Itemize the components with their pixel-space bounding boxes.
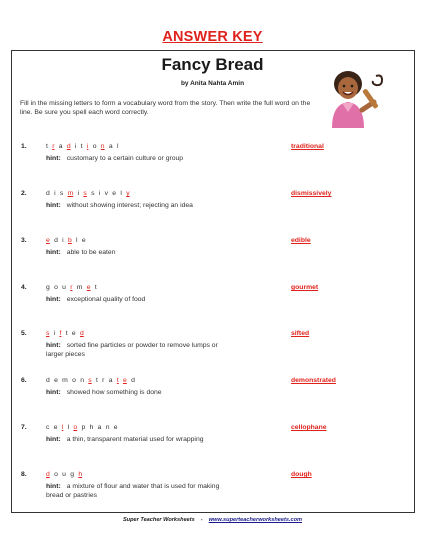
word-letter: i	[74, 143, 77, 150]
list-item: 7. c e l l o p h a n e hint: a thin, transparent material used for wrapping cellophane	[21, 424, 327, 443]
word-letter: g	[70, 471, 75, 478]
footer-link[interactable]: www.superteacherworksheets.com	[208, 517, 303, 523]
word-letter: i	[98, 190, 101, 197]
footer: Super Teacher Worksheets - www.superteacherworksheets.com	[122, 517, 303, 523]
answer-word: edible	[291, 237, 311, 244]
word-letter: e	[86, 284, 91, 291]
list-item: 3. e d i b l e hint: able to be eaten edible	[21, 237, 311, 256]
word-letter: i	[53, 330, 56, 337]
word-letter: i	[62, 237, 64, 244]
hint-text: customary to a certain culture or group	[66, 155, 184, 162]
word-letter: s	[83, 190, 87, 197]
word-letter: l	[76, 237, 78, 244]
author-line: by Anita Nahta Amin	[180, 80, 245, 87]
word-letter: h	[89, 424, 94, 431]
word-letter: o	[92, 143, 97, 150]
word-letter: f	[59, 330, 62, 337]
word-letter: a	[108, 377, 113, 384]
word-letter: m	[76, 284, 83, 291]
word-letter: y	[126, 190, 130, 197]
word-letter: d	[131, 377, 135, 384]
word-letter: b	[67, 237, 72, 244]
word-letter: d	[54, 237, 58, 244]
word-letter: a	[108, 143, 113, 150]
word-letter: p	[81, 424, 86, 431]
word-letter: m	[67, 190, 74, 197]
hint-text: a mixture of flour and water that is used for making bread or pastries	[46, 483, 220, 500]
list-item: 5. s i f t e d hint: sorted fine particles or powder to remove lumps or larger pieces sifted	[21, 330, 310, 359]
list-item: 4. g o u r m e t hint: exceptional quality of food gourmet	[21, 284, 319, 303]
word-letter: n	[80, 377, 84, 384]
word-letter: e	[112, 190, 117, 197]
word-letters	[46, 143, 123, 150]
answer-word: dismissively	[291, 190, 332, 197]
word-letter: l	[120, 190, 122, 197]
word-letter: r	[52, 143, 55, 150]
word-letter: e	[71, 330, 76, 337]
answer-word: cellophane	[291, 424, 327, 431]
word-letter: s	[46, 330, 50, 337]
word-letter: e	[46, 237, 50, 244]
word-letter: s	[88, 377, 92, 384]
word-letter: e	[123, 377, 127, 384]
word-letter: g	[46, 284, 50, 291]
word-letter: l	[61, 424, 64, 431]
word-letter: a	[58, 143, 63, 150]
word-letter: a	[97, 424, 102, 431]
list-item: 6. d e m o n s t r a t e d hint: showed how something is done demonstrated	[21, 377, 336, 396]
answer-word: dough	[291, 471, 312, 478]
word-letter: n	[100, 143, 105, 150]
list-item: 1. t r a d i t i o n a l hint: customary to a certain culture or group traditional	[21, 143, 324, 162]
hint-text: sorted fine particles or powder to remove lumps or larger pieces	[46, 342, 218, 359]
word-letter: v	[104, 190, 108, 197]
word-letter: t	[116, 377, 119, 384]
word-letter: r	[70, 284, 73, 291]
hint-text: without showing interest; rejecting an idea	[66, 202, 193, 209]
word-letter: u	[62, 284, 66, 291]
word-letter: i	[54, 190, 56, 197]
girl-with-rolling-pin-icon	[318, 62, 390, 134]
hint-text: able to be eaten	[66, 249, 116, 256]
word-letter: o	[54, 471, 58, 478]
word-letter: r	[102, 377, 105, 384]
word-letter: c	[46, 424, 50, 431]
word-letter: e	[113, 424, 118, 431]
word-letter: t	[95, 377, 98, 384]
word-letter: s	[91, 190, 95, 197]
word-letter: o	[73, 424, 78, 431]
word-letter: d	[46, 471, 50, 478]
list-item: 2. d i s m i s s i v e l y hint: without showing interest; rejecting an idea dismissively	[21, 190, 332, 209]
word-letters	[46, 190, 134, 197]
word-letter: l	[67, 424, 70, 431]
word-letter: o	[72, 377, 76, 384]
word-letter: s	[59, 190, 64, 197]
word-letter: o	[54, 284, 58, 291]
word-letters	[46, 377, 139, 384]
answer-key-heading: ANSWER KEY	[162, 29, 263, 45]
page-title: Fancy Bread	[161, 55, 264, 74]
word-letters	[46, 237, 90, 244]
word-letter: t	[80, 143, 83, 150]
hint-text: showed how something is done	[66, 389, 162, 396]
word-letters	[46, 284, 101, 291]
word-letter: t	[65, 330, 68, 337]
answer-word: traditional	[291, 143, 324, 150]
list-item: 8. d o u g h hint: a mixture of flour and water that is used for making bread or pastries dough	[21, 471, 312, 500]
hint-text: exceptional quality of food	[66, 296, 146, 303]
word-letter: e	[81, 237, 86, 244]
word-letter: h	[78, 471, 83, 478]
instructions: Fill in the missing letters to form a vocabulary word from the story. Then write the full word on the line. Be sure you spell each word correctly.	[20, 100, 311, 117]
answer-word: sifted	[291, 330, 310, 337]
word-letter: e	[54, 377, 58, 384]
footer-brand: Super Teacher Worksheets	[122, 517, 195, 523]
word-letter: d	[66, 143, 71, 150]
word-letter: t	[94, 284, 97, 291]
word-letter: e	[53, 424, 58, 431]
hint-text: a thin, transparent material used for wrapping	[66, 436, 204, 443]
word-letter: i	[77, 190, 80, 197]
word-letter: l	[116, 143, 119, 150]
word-letter: i	[86, 143, 89, 150]
word-letter: n	[105, 424, 110, 431]
word-letters	[46, 471, 86, 478]
word-letters	[46, 330, 88, 337]
word-letter: d	[79, 330, 84, 337]
word-letters	[46, 424, 122, 431]
word-letter: t	[46, 143, 48, 150]
word-letter: u	[62, 471, 66, 478]
word-letter: d	[46, 190, 50, 197]
answer-word: demonstrated	[291, 377, 336, 384]
word-letter: m	[62, 377, 68, 384]
word-letter: d	[46, 377, 50, 384]
answer-word: gourmet	[291, 284, 319, 291]
